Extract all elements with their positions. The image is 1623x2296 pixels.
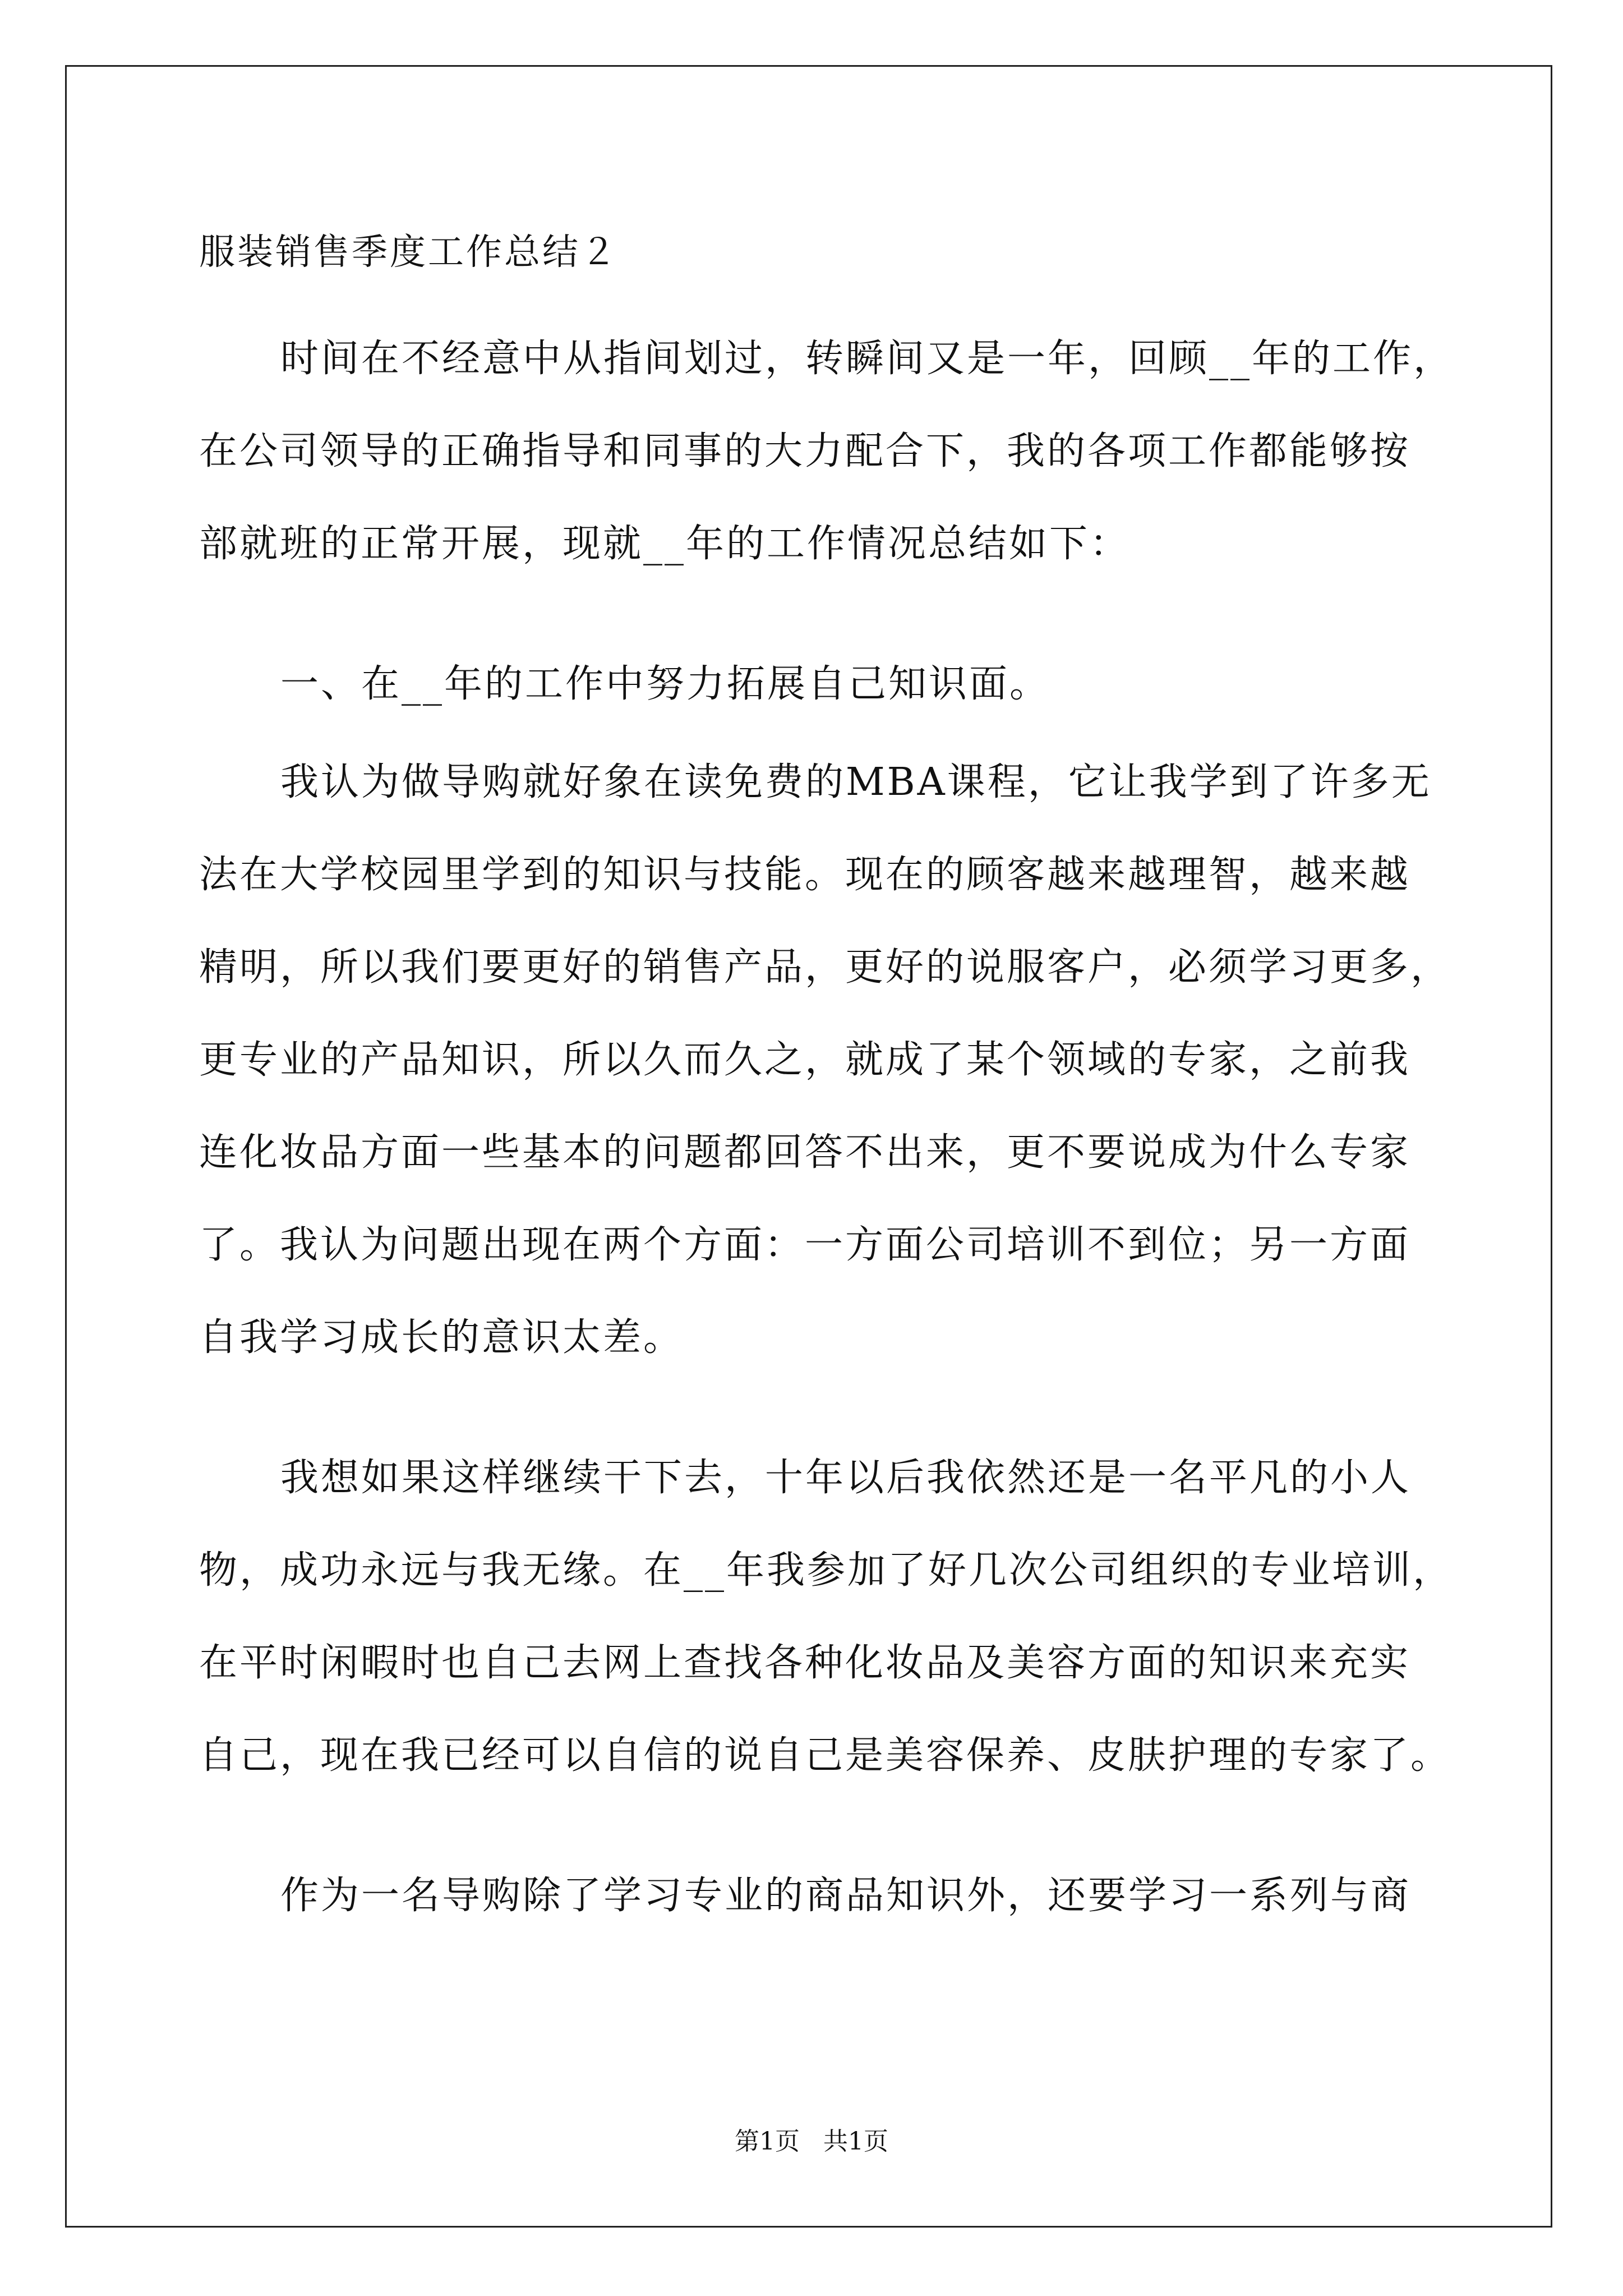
page-number: 第1页 [735, 2127, 800, 2156]
page-footer [0, 2126, 1623, 2157]
text-line: 自我学习成长的意识太差。 [199, 1315, 684, 1360]
document-title: 服装销售季度工作总结２ [199, 232, 619, 273]
text-line: 在平时闲暇时也自己去网上查找各种化妆品及美容方面的知识来充实 [199, 1641, 1411, 1685]
page-total: 共1页 [823, 2127, 888, 2156]
text-line: 物，成功永远与我无缘。在__年我参加了好几次公司组织的专业培训， [199, 1548, 1454, 1593]
text-line: 法在大学校园里学到的知识与技能。现在的顾客越来越理智，越来越 [199, 853, 1411, 897]
text-line: 作为一名导购除了学习专业的商品知识外，还要学习一系列与商 [280, 1874, 1412, 1918]
section-heading: 一、在__年的工作中努力拓展自己知识面。 [280, 662, 1050, 706]
text-line: 精明，所以我们要更好的销售产品，更好的说服客户，必须学习更多， [199, 945, 1451, 990]
text-line: 了。我认为问题出现在两个方面：一方面公司培训不到位；另一方面 [199, 1223, 1411, 1267]
text-line: 我想如果这样继续干下去，十年以后我依然还是一名平凡的小人 [280, 1456, 1412, 1500]
text-line: 部就班的正常开展，现就__年的工作情况总结如下： [199, 522, 1131, 566]
text-line: 自己，现在我已经可以自信的说自己是美容保养、皮肤护理的专家了。 [199, 1733, 1451, 1778]
text-line: 我认为做导购就好象在读免费的MBA课程，它让我学到了许多无 [280, 760, 1432, 804]
text-line: 时间在不经意中从指间划过，转瞬间又是一年，回顾__年的工作， [280, 337, 1454, 381]
text-line: 更专业的产品知识，所以久而久之，就成了某个领域的专家，之前我 [199, 1038, 1411, 1082]
text-line: 连化妆品方面一些基本的问题都回答不出来，更不要说成为什么专家 [199, 1130, 1411, 1175]
text-line: 在公司领导的正确指导和同事的大力配合下，我的各项工作都能够按 [199, 429, 1411, 473]
